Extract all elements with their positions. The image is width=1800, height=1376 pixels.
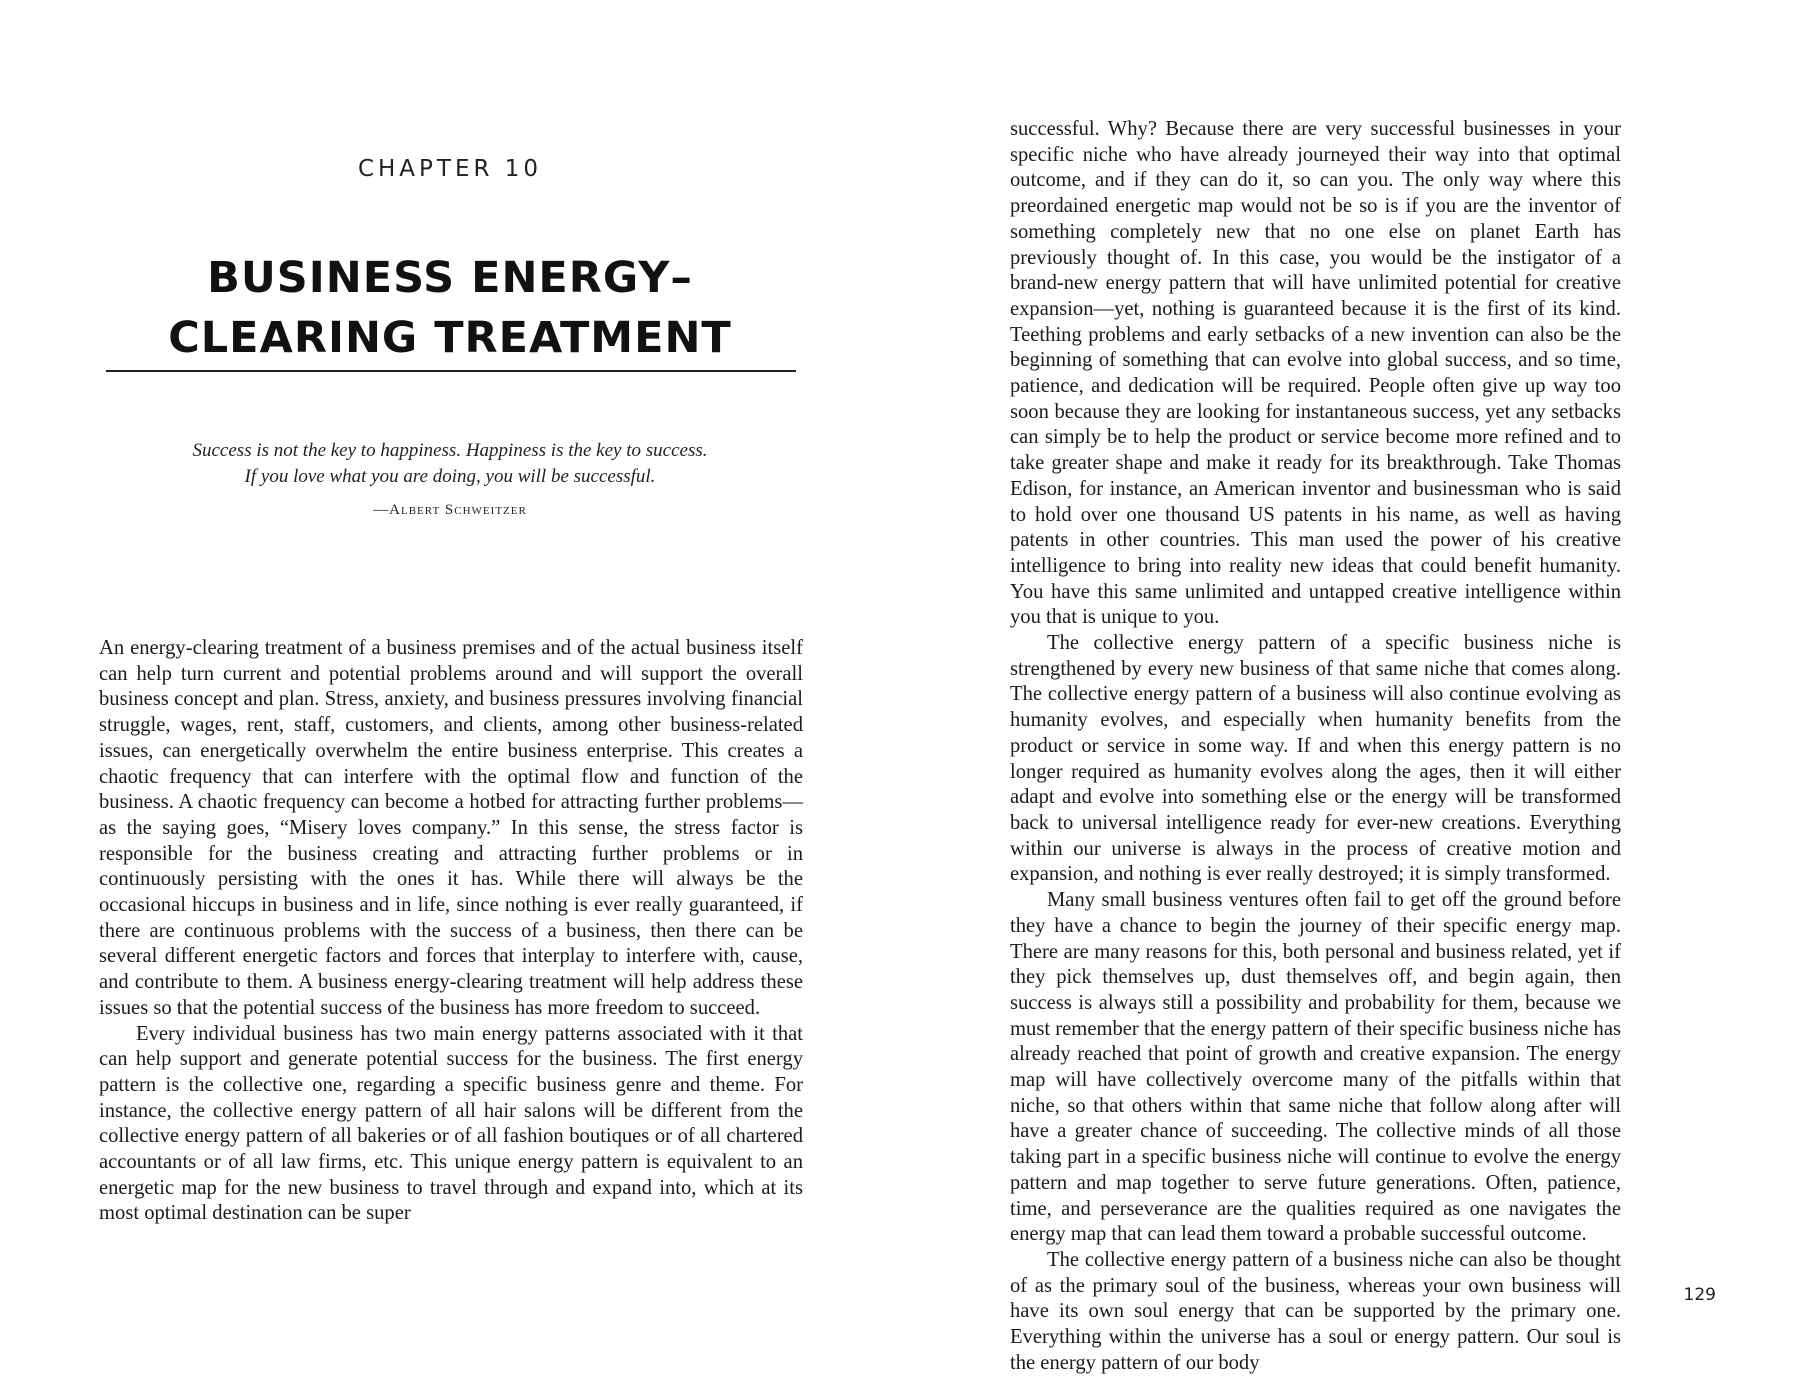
paragraph: The collective energy pattern of a business niche can also be thought of as the primary soul of the business, whereas your own business will have its own soul energy that can be supported by the primary one. Everything within the universe has a soul or energy pattern. Our soul is the energy pattern of our body (1010, 1248, 1621, 1374)
right-page (900, 0, 1800, 1374)
epigraph (100, 438, 800, 490)
paragraph: Every individual business has two main energy patterns associated with it that can help support and generate potential success for the business. The first energy pattern is the collective one, regarding a specific business genre and theme. For instance, the collective energy pattern of all hair salons will be different from the collective energy pattern of all bakeries or of all fashion boutiques or of all chartered accountants or of all law firms, etc. This unique energy pattern is equivalent to an energetic map for the new business to travel through and expand into, which at its most optimal destination can be super (99, 1022, 803, 1225)
epigraph-line-1: Success is not the key to happiness. Happiness is the key to success. (192, 440, 708, 461)
epigraph-line-2: If you love what you are doing, you will be successful. (244, 466, 656, 487)
chapter-label: CHAPTER 10 (357, 156, 543, 182)
chapter-title (100, 248, 800, 368)
title-divider (106, 370, 796, 372)
paragraph: successful. Why? Because there are very successful businesses in your specific niche who have already journeyed their way into that optimal outcome, and if they can do it, so can you. The only way where this preordained energetic map would not be so is if you are the inventor of something completely new that no one else on planet Earth has previously thought of. In this case, you would be the instigator of a brand-new energy pattern that will have unlimited potential for creative expansion—yet, nothing is guaranteed because it is the first of its kind. Teething problems and early setbacks of a new invention can also be the beginning of something that can evolve into global success, and so time, patience, and dedication will be required. People often give up way too soon because they are looking for instantaneous success, yet any setbacks can simply be to help the product or service become more refined and to take greater shape and make it ready for its breakthrough. Take Thomas Edison, for instance, an American inventor and businessman who is said to hold over one thousand US patents in his name, as well as having patents in other countries. This man used the power of his creative intelligence to bring into reality new ideas that could benefit humanity. You have this same unlimited and untapped creative intelligence within you that is unique to you. (1010, 118, 1621, 629)
left-body-text (99, 636, 803, 1227)
chapter-title-line-2: CLEARING TREATMENT (168, 313, 732, 363)
page-number: 129 (1683, 1285, 1716, 1305)
chapter-title-line-1: BUSINESS ENERGY– (207, 253, 693, 303)
paragraph: The collective energy pattern of a specific business niche is strengthened by every new business of that same niche that comes along. The collective energy pattern of a business will also continue evolving as humanity evolves, and especially when humanity benefits from the product or service in some way. If and when this energy pattern is no longer required as humanity evolves along the ages, then it will either adapt and evolve into something else or the energy will be transformed back to universal intelligence ready for ever-new creations. Everything within our universe is always in the process of creative motion and expansion, and nothing is ever really destroyed; it is simply transformed. (1010, 632, 1621, 886)
paragraph: Many small business ventures often fail to get off the ground before they have a chance to begin the journey of their specific energy map. There are many reasons for this, both personal and business related, yet if they pick themselves up, dust themselves off, and begin again, then success is always still a possibility and probability for them, because we must remember that the energy pattern of their specific business niche has already reached that point of growth and creative expansion. The energy map will have collectively overcome many of the pitfalls within that niche, so that others within that same niche that follow along after will have a greater chance of succeeding. The collective minds of all those taking part in a specific business niche will continue to evolve the energy pattern and map together to serve future generations. Often, patience, time, and perseverance are the qualities required as one navigates the energy map that can lead them toward a probable successful outcome. (1010, 889, 1621, 1246)
paragraph: An energy-clearing treatment of a business premises and of the actual business itself can help turn current and potential problems around and will support the overall business concept and plan. Stress, anxiety, and business pressures involving financial struggle, wages, rent, staff, customers, and clients, among other business-related issues, can energetically overwhelm the entire business enterprise. This creates a chaotic frequency that can interfere with the optimal flow and function of the business. A chaotic frequency can become a hotbed for attracting further problems—as the saying goes, “Misery loves company.” In this sense, the stress factor is responsible for the business creating and attracting further problems or in continuously persisting with the ones it has. While there will always be the occasional hiccups in business and in life, since nothing is ever really guaranteed, if there are continuous problems with the success of a business, then there can be several different energetic factors and forces that interplay to interfere with, cause, and contribute to them. A business energy-clearing treatment will help address these issues so that the potential success of the business has more freedom to succeed. (99, 637, 803, 1019)
right-body-text (1010, 117, 1621, 1376)
epigraph-attribution: —Albert Schweitzer (373, 502, 527, 518)
left-page (0, 0, 900, 1350)
